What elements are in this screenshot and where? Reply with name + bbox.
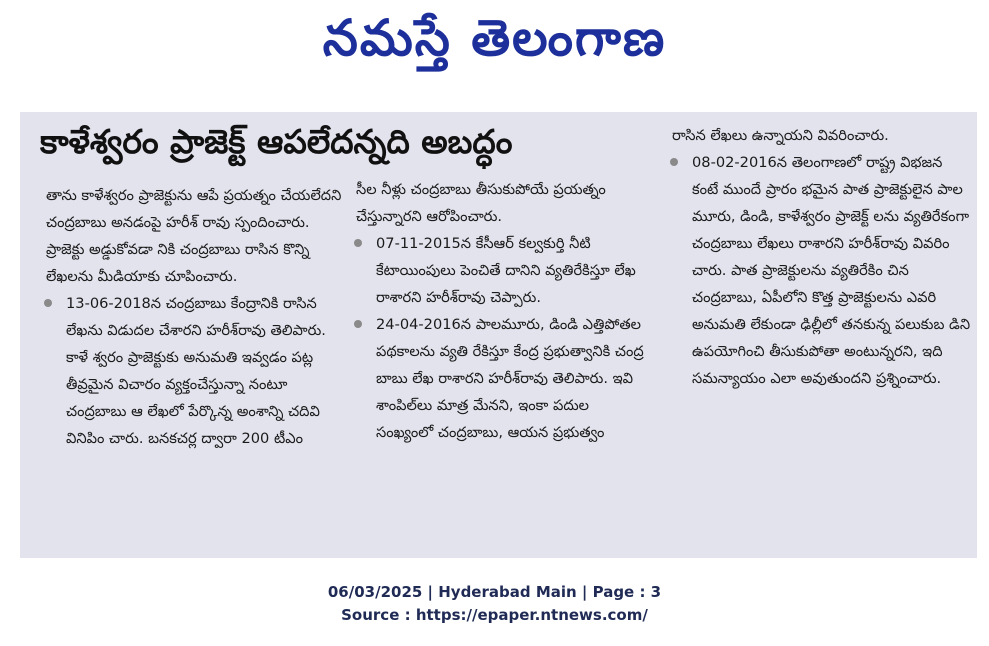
- bullet-text: 13-06-2018న చంద్రబాబు కేంద్రానికి రాసిన లేఖను విడుదల చేశారని హరీశ్‌రావు తెలిపారు. కాళే శ్వరం ప్రాజెక్టుకు అనుమతి ఇవ్వడం పట్ల తీవ్రమైన విచారం వ్యక్తంచేస్తున్నా నంటూ చంద్రబాబు ఆ లేఖలో పేర్కొన్న అంశాన్ని చదివి వినిపిం చారు. బనకచర్ల ద్వారా 200 టీఎం: [66, 295, 326, 447]
- article-column-2: [350, 176, 650, 446]
- news-clipping: [20, 112, 977, 558]
- continued-paragraph: సీల నీళ్లు చంద్రబాబు తీసుకుపోయే ప్రయత్నం చేస్తున్నారని ఆరోపించారు.: [356, 181, 606, 225]
- footer-date-edition: 06/03/2025 | Hyderabad Main | Page : 3: [327, 583, 662, 601]
- bullet-text: 24-04-2016న పాలమూరు, డిండి ఎత్తిపోతల పథకాలను వ్యతి రేకిస్తూ కేంద్ర ప్రభుత్వానికి చంద్ర బాబు లేఖ రాశారని హరీశ్‌రావు తెలిపారు. ఇవి శాంపిల్‌లు మాత్ర మేనని, ఇంకా పదుల సంఖ్యంలో చంద్రబాబు, ఆయన ప్రభుత్వం: [376, 316, 644, 441]
- article-column-1: [40, 182, 345, 452]
- bullet-text: 07-11-2015న కేసీఆర్ కల్వకుర్తి నీటి కేటాయింపులు పెంచితే దానిని వ్యతిరేకిస్తూ లేఖ రాశారని హరీశ్‌రావు చెప్పారు.: [376, 235, 636, 306]
- continued-paragraph: రాసిన లేఖలు ఉన్నాయని వివరించారు.: [672, 127, 889, 144]
- article-column-3: [666, 122, 971, 392]
- bullet-dot-icon: [354, 239, 362, 247]
- bullet-text: 08-02-2016న తెలంగాణలో రాష్ట్ర విభజన కంటే ముందే ప్రారం భమైన పాత ప్రాజెక్టులైన పాల మూరు, డిండి, కాళేశ్వరం ప్రాజెక్ట్ లను వ్యతిరేకంగా చంద్రబాబు లేఖలు రాశారని హరీశ్‌రావు వివరిం చారు. పాత ప్రాజెక్టులను వ్యతిరేకిం చిన చంద్రబాబు, ఏపీలోని కొత్త ప్రాజెక్టులను ఎవరి అనుమతి లేకుండా ఢిల్లీలో తనకున్న పలుకుబ డిని ఉపయోగించి తీసుకుపోతా అంటున్నరని, ఇది సమన్యాయం ఎలా అవుతుందని ప్రశ్నించారు.: [692, 154, 971, 387]
- footer-source: Source : https://epaper.ntnews.com/: [341, 606, 648, 624]
- bullet-dot-icon: [354, 320, 362, 328]
- bullet-item: [40, 290, 345, 452]
- article-intro-paragraph: తాను కాళేశ్వరం ప్రాజెక్టును ఆపే ప్రయత్నం చేయలేదని చంద్రబాబు అనడంపై హరీశ్ రావు స్పందించారు. ప్రాజెక్టు అడ్డుకోవడా నికి చంద్రబాబు రాసిన కొన్ని లేఖలను మీడియాకు చూపించారు.: [46, 187, 342, 285]
- bullet-item: [350, 311, 650, 446]
- bullet-dot-icon: [670, 158, 678, 166]
- bullet-dot-icon: [44, 299, 52, 307]
- newspaper-masthead: నమస్తే తెలంగాణ: [322, 9, 667, 67]
- bullet-item: [350, 230, 650, 311]
- bullet-item: [666, 149, 971, 392]
- article-headline: కాళేశ్వరం ప్రాజెక్ట్ ఆపలేదన్నది అబద్ధం: [40, 122, 513, 161]
